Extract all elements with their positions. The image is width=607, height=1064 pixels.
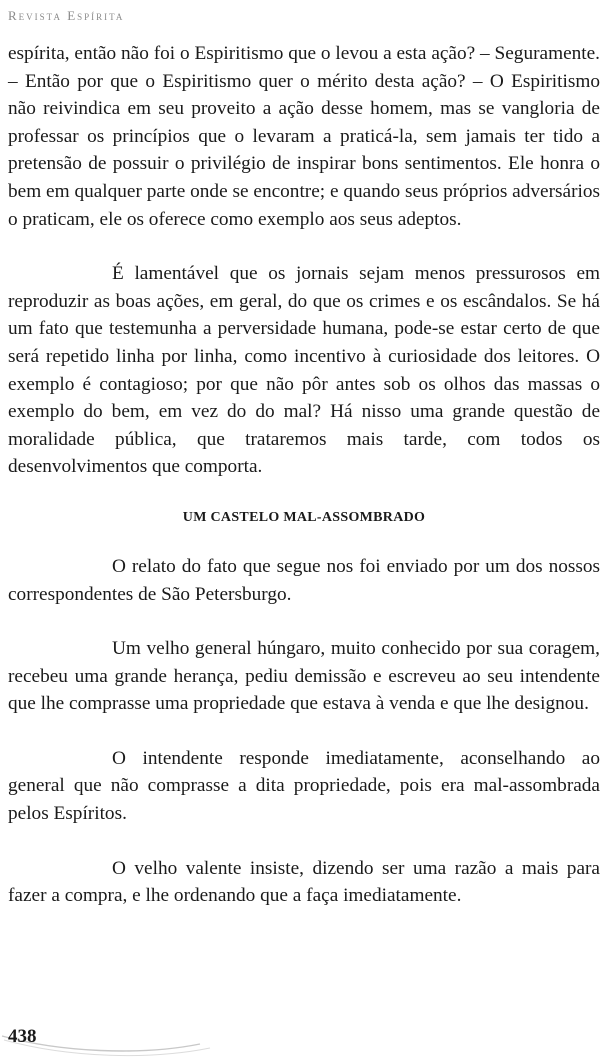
page-number: 438 (8, 1026, 37, 1047)
paragraph-intendant: O intendente responde imediatamente, aconselhando ao general que não comprasse a dita propriedade, pois era mal-assombrada pelos Espíritos. (8, 747, 600, 825)
paragraph-insists: O velho valente insiste, dizendo ser uma razão a mais para fazer a compra, e lhe ordenando que a faça imediatamente. (8, 857, 600, 907)
section-heading: UM CASTELO MAL-ASSOMBRADO (182, 509, 426, 525)
paragraph-newspapers: É lamentável que os jornais sejam menos pressurosos em reproduzir as boas ações, em geral, do que os crimes e os escândalos. Se há um fato que testemunha a perversidade humana, pode-se estar certo de que será repetido linha por linha, como incentivo à curiosidade dos leitores. O exemplo é contagioso; por que não pôr antes sob os olhos das massas o exemplo do bem, em vez do do mal? Há nisso uma grande questão de moralidade pública, que trataremos mais tarde, com todos os desenvolvimentos que comporta. (8, 263, 600, 478)
paragraph-intro: O relato do fato que segue nos foi enviado por um dos nossos correspondentes de São Petersburgo. (8, 555, 600, 605)
running-head: Revista Espírita (8, 8, 125, 23)
paragraph-general: Um velho general húngaro, muito conhecido por sua coragem, recebeu uma grande herança, pediu demissão e escreveu ao seu intendente que lhe comprasse uma propriedade que estava à venda e que lhe designou. (8, 638, 600, 715)
paragraph-continuation: espírita, então não foi o Espiritismo que o levou a esta ação? – Seguramente. – Então por que o Espiritismo quer o mérito desta ação? – O Espiritismo não reivindica em seu proveito a ação desse homem, mas se vangloria de professar os princípios que o levaram a praticá-la, sem jamais ter tido a pretensão de possuir o privilégio de inspirar bons sentimentos. Ele honra o bem em qualquer parte onde se encontre; e quando seus próprios adversários o praticam, ele os oferece como exemplo aos seus adeptos. (8, 43, 600, 230)
page-body (8, 40, 600, 910)
